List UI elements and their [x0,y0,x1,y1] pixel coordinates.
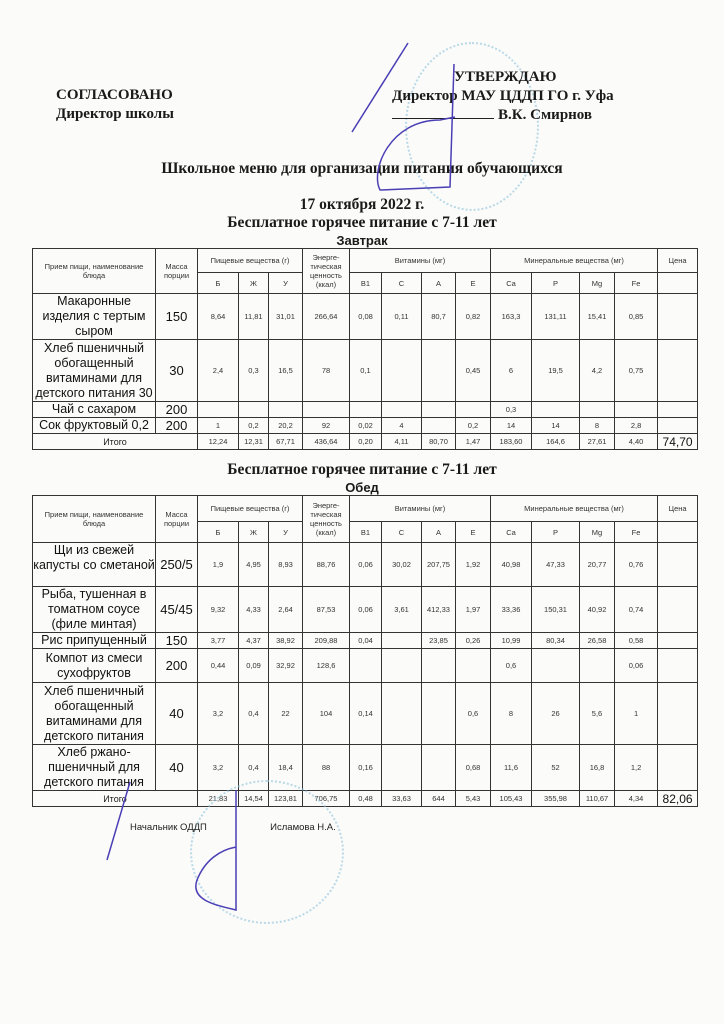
cell-mg: 16,8 [580,745,615,791]
cell-b1: 0,06 [350,587,382,633]
dish-mass: 30 [156,340,198,402]
breakfast-meal-label: Завтрак [336,233,388,248]
total-ca: 105,43 [491,791,532,807]
col-name: Прием пищи, наименование блюда [33,249,156,294]
cell-fe: 0,75 [615,340,658,402]
col-p: P [532,273,580,294]
cell-b1: 0,02 [350,418,382,434]
cell-zh: 0,4 [239,683,269,745]
dish-mass: 45/45 [156,587,198,633]
dish-mass: 150 [156,633,198,649]
cell-ca: 14 [491,418,532,434]
col-e: E [456,273,491,294]
dish-mass: 200 [156,649,198,683]
col-b1: B1 [350,273,382,294]
total-b1: 0,48 [350,791,382,807]
cell-u: 2,64 [269,587,303,633]
document-date: 17 октября 2022 г. [299,196,425,213]
cell-zh: 4,33 [239,587,269,633]
cell-a: 80,7 [422,294,456,340]
cell-energy: 209,88 [303,633,350,649]
cell-p: 26 [532,683,580,745]
cell-b: 3,2 [198,745,239,791]
cell-b: 1 [198,418,239,434]
dish-name: Хлеб ржано-пшеничный для детского питания [33,745,156,791]
cell-e: 0,6 [456,683,491,745]
total-mg: 27,61 [580,434,615,450]
col-c: C [382,273,422,294]
cell-b: 3,77 [198,633,239,649]
cell-e: 0,2 [456,418,491,434]
dish-mass: 40 [156,745,198,791]
cell-mg: 40,92 [580,587,615,633]
col-fe: Fe [615,522,658,543]
dish-name: Хлеб пшеничный обогащенный витаминами для детского питания 30 [33,340,156,402]
cell-b1: 0,08 [350,294,382,340]
cell-b1: 0,16 [350,745,382,791]
cell-zh: 0,2 [239,418,269,434]
cell-u: 18,4 [269,745,303,791]
cell-u: 16,5 [269,340,303,402]
total-u: 67,71 [269,434,303,450]
dish-name: Рыба, тушенная в томатном соусе (филе минтая) [33,587,156,633]
dish-mass: 200 [156,418,198,434]
approve-label: УТВЕРЖДАЮ [454,69,557,85]
col-energy: Энерге-тическая ценность (ккал) [303,249,350,294]
cell-e: 0,26 [456,633,491,649]
dish-mass: 250/5 [156,543,198,587]
cell-u: 31,01 [269,294,303,340]
total-c: 33,63 [382,791,422,807]
col-a: A [422,273,456,294]
cell-b1: 0,04 [350,633,382,649]
total-zh: 14,54 [239,791,269,807]
dish-name: Макаронные изделия с тертым сыром [33,294,156,340]
cell-e: 1,97 [456,587,491,633]
total-b: 21,83 [198,791,239,807]
total-label: Итого [33,434,198,450]
cell-e: 0,45 [456,340,491,402]
cell-c: 30,02 [382,543,422,587]
col-mg: Mg [580,522,615,543]
cell-b1: 0,1 [350,340,382,402]
cell-mg: 8 [580,418,615,434]
cell-u: 8,93 [269,543,303,587]
col-fe: Fe [615,273,658,294]
cell-fe: 1 [615,683,658,745]
cell-a: 412,33 [422,587,456,633]
cell-b: 8,64 [198,294,239,340]
cell-fe: 0,58 [615,633,658,649]
col-mass: Масса порции [156,496,198,543]
cell-e: 0,68 [456,745,491,791]
cell-energy: 104 [303,683,350,745]
col-name: Прием пищи, наименование блюда [33,496,156,543]
cell-ca: 33,36 [491,587,532,633]
cell-mg: 5,6 [580,683,615,745]
col-ca: Ca [491,522,532,543]
total-a: 644 [422,791,456,807]
director-name: В.К. Смирнов [498,107,593,123]
col-mg: Mg [580,273,615,294]
total-zh: 12,31 [239,434,269,450]
total-e: 1,47 [456,434,491,450]
cell-ca: 11,6 [491,745,532,791]
cell-b1: 0,14 [350,683,382,745]
total-energy: 436,64 [303,434,350,450]
cell-b: 9,32 [198,587,239,633]
dish-name: Сок фруктовый 0,2 [33,418,156,434]
col-zh: Ж [239,273,269,294]
cell-fe: 0,06 [615,649,658,683]
dish-name: Чай с сахаром [33,402,156,418]
cell-u: 22 [269,683,303,745]
cell-p: 150,31 [532,587,580,633]
cell-fe: 0,85 [615,294,658,340]
dish-mass: 150 [156,294,198,340]
col-zh: Ж [239,522,269,543]
director-title: Директор МАУ ЦДДП ГО г. Уфа [392,88,614,104]
col-minerals: Минеральные вещества (мг) [491,496,658,522]
cell-fe: 0,76 [615,543,658,587]
cell-fe: 0,74 [615,587,658,633]
cell-mg: 15,41 [580,294,615,340]
cell-zh: 4,95 [239,543,269,587]
cell-e: 0,82 [456,294,491,340]
cell-c: 4 [382,418,422,434]
cell-energy: 92 [303,418,350,434]
cell-b: 0,44 [198,649,239,683]
total-price: 82,06 [658,791,698,807]
cell-b1: 0,06 [350,543,382,587]
document-title: Школьное меню для организации питания обучающихся [161,160,563,177]
col-u: У [269,522,303,543]
cell-u: 20,2 [269,418,303,434]
cell-ca: 8 [491,683,532,745]
cell-ca: 10,99 [491,633,532,649]
cell-p: 80,34 [532,633,580,649]
col-mass: Масса порции [156,249,198,294]
cell-p: 131,11 [532,294,580,340]
cell-p: 47,33 [532,543,580,587]
cell-zh: 4,37 [239,633,269,649]
total-mg: 110,67 [580,791,615,807]
total-b: 12,24 [198,434,239,450]
dish-name: Щи из свежей капусты со сметаной [33,543,156,587]
school-director-label: Директор школы [56,106,174,122]
cell-zh: 0,3 [239,340,269,402]
cell-energy: 88,76 [303,543,350,587]
cell-ca: 40,98 [491,543,532,587]
breakfast-section-title: Бесплатное горячее питание с 7-11 лет [227,214,497,231]
col-ca: Ca [491,273,532,294]
col-u: У [269,273,303,294]
dish-mass: 40 [156,683,198,745]
col-vitamins: Витамины (мг) [350,496,491,522]
cell-ca: 0,3 [491,402,532,418]
col-price: Цена [658,249,698,273]
lunch-meal-label: Обед [345,480,379,495]
cell-energy: 266,64 [303,294,350,340]
cell-c: 3,61 [382,587,422,633]
total-c: 4,11 [382,434,422,450]
total-energy: 706,75 [303,791,350,807]
footer-position: Начальник ОДДП [130,822,207,833]
footer-signer: Исламова Н.А. [270,822,336,833]
col-b1: B1 [350,522,382,543]
cell-mg: 26,58 [580,633,615,649]
cell-zh: 11,81 [239,294,269,340]
col-minerals: Минеральные вещества (мг) [491,249,658,273]
dish-name: Компот из смеси сухофруктов [33,649,156,683]
col-a: A [422,522,456,543]
cell-energy: 87,53 [303,587,350,633]
col-price: Цена [658,496,698,522]
total-e: 5,43 [456,791,491,807]
cell-p: 52 [532,745,580,791]
lunch-section-title: Бесплатное горячее питание с 7-11 лет [227,461,497,478]
dish-mass: 200 [156,402,198,418]
cell-energy: 88 [303,745,350,791]
cell-a: 207,75 [422,543,456,587]
cell-e: 1,92 [456,543,491,587]
total-label: Итого [33,791,198,807]
total-u: 123,81 [269,791,303,807]
total-p: 164,6 [532,434,580,450]
cell-fe: 1,2 [615,745,658,791]
total-fe: 4,40 [615,434,658,450]
cell-u: 38,92 [269,633,303,649]
agreed-label: СОГЛАСОВАНО [56,87,173,103]
col-b: Б [198,522,239,543]
col-b: Б [198,273,239,294]
dish-name: Хлеб пшеничный обогащенный витаминами для детского питания [33,683,156,745]
cell-ca: 6 [491,340,532,402]
cell-ca: 163,3 [491,294,532,340]
cell-ca: 0,6 [491,649,532,683]
col-nutrients: Пищевые вещества (г) [198,249,303,273]
col-p: P [532,522,580,543]
cell-p: 19,5 [532,340,580,402]
cell-b: 2,4 [198,340,239,402]
total-p: 355,98 [532,791,580,807]
cell-energy: 128,6 [303,649,350,683]
cell-mg: 20,77 [580,543,615,587]
cell-fe: 2,8 [615,418,658,434]
col-c: C [382,522,422,543]
total-fe: 4,34 [615,791,658,807]
cell-b: 1,9 [198,543,239,587]
col-nutrients: Пищевые вещества (г) [198,496,303,522]
cell-energy: 78 [303,340,350,402]
cell-a: 23,85 [422,633,456,649]
cell-mg: 4,2 [580,340,615,402]
cell-u: 32,92 [269,649,303,683]
total-ca: 183,60 [491,434,532,450]
col-e: E [456,522,491,543]
cell-p: 14 [532,418,580,434]
total-price: 74,70 [658,434,698,450]
total-a: 80,70 [422,434,456,450]
total-b1: 0,20 [350,434,382,450]
cell-c: 0,11 [382,294,422,340]
col-energy: Энерге-тическая ценность (ккал) [303,496,350,543]
cell-b: 3,2 [198,683,239,745]
cell-zh: 0,4 [239,745,269,791]
cell-zh: 0,09 [239,649,269,683]
dish-name: Рис припущенный [33,633,156,649]
col-vitamins: Витамины (мг) [350,249,491,273]
